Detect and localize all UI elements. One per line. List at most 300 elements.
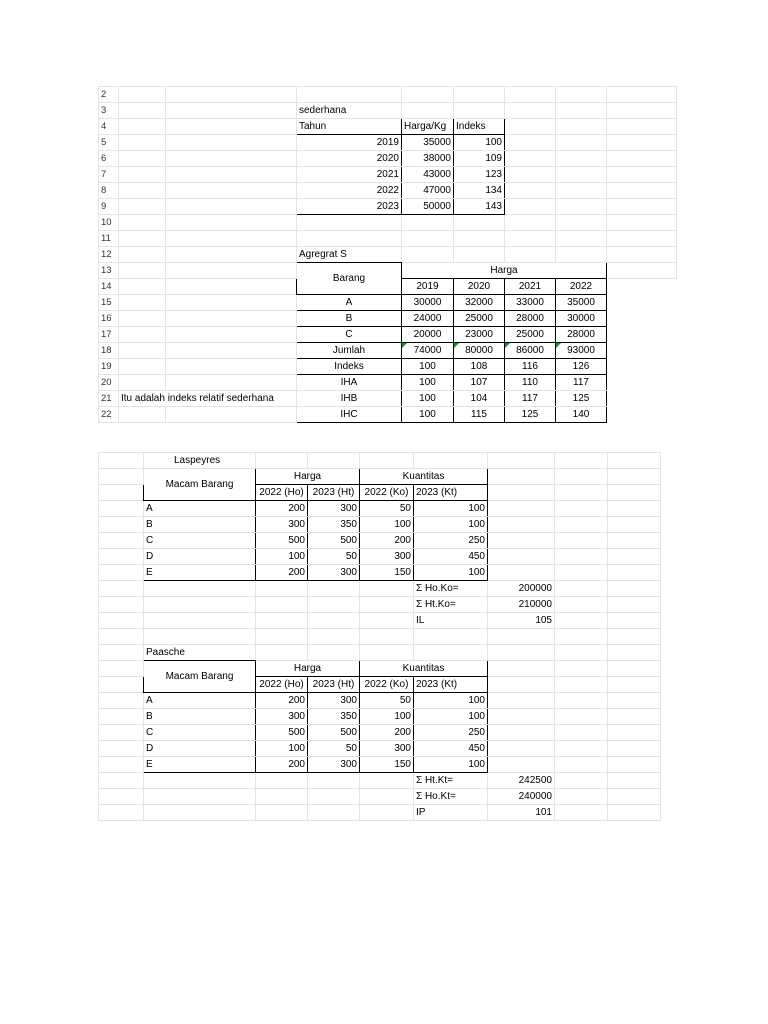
- sheet-cell: 143: [454, 199, 505, 215]
- sheet-cell: [256, 613, 308, 629]
- sheet-cell: [144, 613, 256, 629]
- row-4: [99, 119, 677, 135]
- sheet-cell: [608, 741, 661, 757]
- sheet-cell: [360, 805, 414, 821]
- sheet-cell: [608, 789, 661, 805]
- sheet-cell: [608, 757, 661, 773]
- sheet-cell: [119, 407, 166, 423]
- sheet-cell: [608, 501, 661, 517]
- sheet-cell: [454, 103, 505, 119]
- sheet-cell: 140: [556, 407, 607, 423]
- sheet-cell: 300: [308, 693, 360, 709]
- sheet-cell: [99, 661, 144, 677]
- sum-row: [99, 613, 661, 629]
- sheet-cell: [608, 773, 661, 789]
- sheet-cell: [99, 693, 144, 709]
- sheet-cell: [414, 453, 488, 469]
- sheet-cell: 2021: [505, 279, 556, 295]
- sheet-cell: [555, 661, 608, 677]
- sum-label: Σ Ht.Ko=: [414, 597, 488, 613]
- sheet-cell: 2023 (Kt): [414, 677, 488, 693]
- sum-row: [99, 581, 661, 597]
- paasche-header-row: [99, 661, 661, 677]
- sheet-cell: B: [144, 709, 256, 725]
- sheet-cell: 2022 (Ko): [360, 485, 414, 501]
- sheet-cell: [556, 167, 607, 183]
- table-row: [99, 311, 677, 327]
- sheet-cell: [166, 295, 297, 311]
- sheet-cell: 2019: [297, 135, 402, 151]
- sheet-cell: [488, 741, 555, 757]
- sheet-cell: 100: [414, 517, 488, 533]
- sheet-cell: [119, 359, 166, 375]
- sum-value: 210000: [488, 597, 555, 613]
- sheet-cell: 126: [556, 359, 607, 375]
- sheet-cell: [488, 565, 555, 581]
- table-row: [99, 549, 661, 565]
- laspeyres-header-row: [99, 469, 661, 485]
- sheet-cell: 2023 (Kt): [414, 485, 488, 501]
- sheet-cell: [454, 215, 505, 231]
- sheet-cell: [256, 645, 308, 661]
- sheet-cell: [99, 709, 144, 725]
- sheet-cell: [555, 581, 608, 597]
- sheet-grid-2: [98, 452, 661, 821]
- sheet-cell: [256, 597, 308, 613]
- sheet-cell: [556, 119, 607, 135]
- sheet-cell: [505, 119, 556, 135]
- sheet-cell: [99, 597, 144, 613]
- sheet-cell: 100: [454, 135, 505, 151]
- sheet-cell: 2022 (Ho): [256, 677, 308, 693]
- sheet-cell: [607, 199, 677, 215]
- sheet-cell: [608, 693, 661, 709]
- sheet-cell: [488, 629, 555, 645]
- sheet-cell: [555, 629, 608, 645]
- sheet-cell: [608, 453, 661, 469]
- sheet-cell: [488, 709, 555, 725]
- sheet-cell: 18: [99, 343, 119, 359]
- sum-row: [99, 789, 661, 805]
- sheet-cell: 22: [99, 407, 119, 423]
- sheet-cell: [555, 789, 608, 805]
- sheet-cell: [166, 247, 297, 263]
- sheet-cell: 20000: [402, 327, 454, 343]
- sum-label: IL: [414, 613, 488, 629]
- sheet-cell: 100: [414, 565, 488, 581]
- sheet-cell: 200: [360, 533, 414, 549]
- sheet-cell: [360, 773, 414, 789]
- table-row: [99, 375, 677, 391]
- sheet-cell: 16: [99, 311, 119, 327]
- sheet-cell: [607, 247, 677, 263]
- sheet-cell: [555, 757, 608, 773]
- sheet-cell: 125: [505, 407, 556, 423]
- sheet-cell: [454, 87, 505, 103]
- row-13: [99, 263, 677, 279]
- sheet-cell: [256, 773, 308, 789]
- table-row: [99, 517, 661, 533]
- sum-label: IP: [414, 805, 488, 821]
- sheet-cell: [99, 613, 144, 629]
- sheet-cell: 104: [454, 391, 505, 407]
- sheet-cell: [607, 135, 677, 151]
- sheet-cell: [99, 549, 144, 565]
- sederhana-title: sederhana: [297, 103, 402, 119]
- sheet-cell: [119, 167, 166, 183]
- sheet-cell: [555, 517, 608, 533]
- sheet-cell: [308, 581, 360, 597]
- sheet-cell: [99, 773, 144, 789]
- sheet-cell: 300: [256, 517, 308, 533]
- sheet-cell: [555, 469, 608, 485]
- sheet-cell: 38000: [402, 151, 454, 167]
- sheet-cell: 25000: [505, 327, 556, 343]
- sheet-cell: 200: [256, 565, 308, 581]
- sheet-cell: 117: [505, 391, 556, 407]
- sheet-cell: [119, 247, 166, 263]
- table-row: [99, 757, 661, 773]
- sheet-cell: 23000: [454, 327, 505, 343]
- sheet-cell: [608, 709, 661, 725]
- sheet-cell: [555, 693, 608, 709]
- table-row: [99, 741, 661, 757]
- sheet-cell: [608, 629, 661, 645]
- sheet-cell: [166, 135, 297, 151]
- sheet-cell: Harga: [256, 661, 360, 677]
- sheet-cell: [256, 581, 308, 597]
- sheet-cell: [505, 151, 556, 167]
- sheet-cell: 100: [256, 549, 308, 565]
- sheet-cell: [166, 151, 297, 167]
- sheet-cell: [608, 549, 661, 565]
- sheet-cell: 500: [308, 725, 360, 741]
- sheet-cell: [360, 789, 414, 805]
- sheet-cell: 32000: [454, 295, 505, 311]
- sheet-cell: 250: [414, 725, 488, 741]
- sheet-cell: [144, 789, 256, 805]
- sheet-cell: [119, 327, 166, 343]
- sheet-cell: [556, 183, 607, 199]
- sheet-cell: 2: [99, 87, 119, 103]
- sheet-cell: [166, 327, 297, 343]
- sheet-cell: 300: [256, 709, 308, 725]
- header-harga-kg: Harga/Kg: [402, 119, 454, 135]
- sheet-cell: [256, 629, 308, 645]
- sheet-cell: [99, 725, 144, 741]
- sheet-cell: C: [297, 327, 402, 343]
- sheet-cell: [505, 135, 556, 151]
- sheet-cell: [607, 87, 677, 103]
- sheet-cell: IHC: [297, 407, 402, 423]
- header-tahun: Tahun: [297, 119, 402, 135]
- sheet-cell: [99, 805, 144, 821]
- sheet-cell: 14: [99, 279, 119, 295]
- sheet-cell: [488, 693, 555, 709]
- sheet-cell: [402, 103, 454, 119]
- table-row: [99, 533, 661, 549]
- sheet-cell: [99, 517, 144, 533]
- sheet-cell: 500: [256, 725, 308, 741]
- sheet-cell: C: [144, 533, 256, 549]
- sheet-cell: A: [297, 295, 402, 311]
- sheet-cell: [144, 597, 256, 613]
- header-indeks: Indeks: [454, 119, 505, 135]
- spreadsheet-screenshot-2: [98, 452, 660, 818]
- sheet-cell: [608, 533, 661, 549]
- sheet-cell: 200: [256, 693, 308, 709]
- sheet-cell: [607, 183, 677, 199]
- paasche-title-row: [99, 645, 661, 661]
- sheet-cell: 2019: [402, 279, 454, 295]
- sheet-cell: 50: [308, 741, 360, 757]
- sheet-cell: [360, 645, 414, 661]
- sheet-cell: [555, 805, 608, 821]
- sheet-cell: [505, 215, 556, 231]
- sheet-cell: [360, 453, 414, 469]
- table-row: [99, 167, 677, 183]
- sheet-cell: [99, 741, 144, 757]
- sheet-cell: B: [297, 311, 402, 327]
- sheet-cell: [308, 629, 360, 645]
- sheet-cell: [99, 453, 144, 469]
- sheet-cell: [555, 773, 608, 789]
- sheet-cell: D: [144, 549, 256, 565]
- sheet-cell: [555, 549, 608, 565]
- sheet-cell: [402, 231, 454, 247]
- sheet-cell: [144, 581, 256, 597]
- sheet-cell: [360, 581, 414, 597]
- sheet-cell: 134: [454, 183, 505, 199]
- sheet-cell: 200: [256, 501, 308, 517]
- sheet-cell: [488, 725, 555, 741]
- sheet-cell: [402, 87, 454, 103]
- sheet-cell: 110: [505, 375, 556, 391]
- sheet-cell: 35000: [402, 135, 454, 151]
- sheet-cell: 8: [99, 183, 119, 199]
- sheet-cell: [119, 375, 166, 391]
- sheet-cell: [99, 485, 144, 501]
- sheet-cell: Kuantitas: [360, 469, 488, 485]
- sheet-cell: 200: [256, 757, 308, 773]
- sum-value: 242500: [488, 773, 555, 789]
- sheet-cell: 150: [360, 565, 414, 581]
- sheet-cell: 20: [99, 375, 119, 391]
- sheet-cell: [166, 263, 297, 279]
- sheet-cell: [556, 215, 607, 231]
- sheet-cell: [505, 103, 556, 119]
- sheet-cell: [488, 645, 555, 661]
- sheet-cell: 117: [556, 375, 607, 391]
- sheet-cell: 25000: [454, 311, 505, 327]
- sheet-cell: 2021: [297, 167, 402, 183]
- sheet-cell: [119, 183, 166, 199]
- sheet-cell: [607, 119, 677, 135]
- sheet-cell: E: [144, 757, 256, 773]
- sheet-cell: [119, 343, 166, 359]
- paasche-title: Paasche: [144, 645, 256, 661]
- sheet-cell: Macam Barang: [144, 661, 256, 693]
- sheet-cell: 116: [505, 359, 556, 375]
- table-row: [99, 709, 661, 725]
- sheet-cell: [608, 517, 661, 533]
- sheet-cell: 2023 (Ht): [308, 677, 360, 693]
- table-row: [99, 183, 677, 199]
- sheet-cell: 350: [308, 517, 360, 533]
- sheet-cell: 100: [414, 757, 488, 773]
- sheet-cell: [556, 199, 607, 215]
- row-3: [99, 103, 677, 119]
- sheet-cell: [99, 629, 144, 645]
- sheet-cell: 250: [414, 533, 488, 549]
- sheet-cell: [119, 103, 166, 119]
- sheet-cell: [608, 661, 661, 677]
- sheet-cell: [119, 263, 166, 279]
- sheet-cell: [555, 565, 608, 581]
- sheet-cell: [488, 677, 555, 693]
- sum-label: Σ Ho.Kt=: [414, 789, 488, 805]
- sheet-cell: 300: [308, 501, 360, 517]
- row-10: [99, 215, 677, 231]
- sheet-cell: [99, 581, 144, 597]
- sheet-cell: 19: [99, 359, 119, 375]
- sheet-cell: 2022 (Ho): [256, 485, 308, 501]
- table-row: [99, 327, 677, 343]
- sheet-cell: A: [144, 501, 256, 517]
- sheet-cell: [505, 199, 556, 215]
- sheet-cell: [505, 231, 556, 247]
- sheet-cell: [608, 805, 661, 821]
- sheet-cell: [607, 151, 677, 167]
- sheet-cell: 100: [414, 501, 488, 517]
- sheet-cell: [308, 789, 360, 805]
- sheet-cell: [556, 103, 607, 119]
- table-row: [99, 693, 661, 709]
- sheet-cell: 50: [360, 501, 414, 517]
- table-row: [99, 407, 677, 423]
- sheet-cell: 3: [99, 103, 119, 119]
- sheet-cell: 300: [360, 741, 414, 757]
- sheet-cell: [556, 151, 607, 167]
- sheet-cell: [607, 263, 677, 279]
- sheet-cell: 93000: [556, 343, 607, 359]
- agregrat-title: Agregrat S: [297, 247, 402, 263]
- sheet-cell: 50: [360, 693, 414, 709]
- sheet-cell: [99, 565, 144, 581]
- sheet-cell: 13: [99, 263, 119, 279]
- sheet-cell: [166, 375, 297, 391]
- sheet-cell: [360, 629, 414, 645]
- sheet-cell: [488, 757, 555, 773]
- spreadsheet-screenshot-1: [98, 86, 644, 420]
- sheet-cell: [555, 533, 608, 549]
- sheet-cell: [119, 119, 166, 135]
- sum-value: 200000: [488, 581, 555, 597]
- sheet-cell: 35000: [556, 295, 607, 311]
- sheet-cell: 300: [308, 565, 360, 581]
- sheet-cell: 100: [402, 359, 454, 375]
- sheet-cell: [556, 247, 607, 263]
- sheet-cell: 30000: [402, 295, 454, 311]
- sheet-cell: 28000: [505, 311, 556, 327]
- row-11: [99, 231, 677, 247]
- table-row: [99, 151, 677, 167]
- sum-row: [99, 805, 661, 821]
- sheet-cell: 21: [99, 391, 119, 407]
- sheet-cell: [360, 597, 414, 613]
- sheet-cell: [308, 453, 360, 469]
- sheet-cell: [119, 215, 166, 231]
- sheet-cell: [607, 231, 677, 247]
- sheet-cell: [297, 231, 402, 247]
- sheet-cell: 12: [99, 247, 119, 263]
- sheet-cell: [555, 597, 608, 613]
- sheet-cell: [454, 231, 505, 247]
- sheet-cell: 115: [454, 407, 505, 423]
- sheet-cell: E: [144, 565, 256, 581]
- sheet-cell: [166, 359, 297, 375]
- sheet-cell: [555, 741, 608, 757]
- header-barang: Barang: [297, 263, 402, 295]
- sheet-cell: [144, 773, 256, 789]
- header-harga: Harga: [402, 263, 607, 279]
- sheet-cell: Kuantitas: [360, 661, 488, 677]
- sheet-cell: A: [144, 693, 256, 709]
- sheet-cell: 100: [360, 709, 414, 725]
- sheet-cell: [99, 677, 144, 693]
- sheet-cell: [308, 805, 360, 821]
- sheet-cell: 107: [454, 375, 505, 391]
- table-row: [99, 135, 677, 151]
- sheet-cell: 109: [454, 151, 505, 167]
- sheet-cell: 17: [99, 327, 119, 343]
- sheet-cell: [297, 87, 402, 103]
- sheet-cell: [166, 279, 297, 295]
- sheet-cell: [308, 645, 360, 661]
- sum-value: 105: [488, 613, 555, 629]
- sheet-grid-1: [98, 86, 677, 423]
- sheet-cell: 43000: [402, 167, 454, 183]
- sheet-cell: 9: [99, 199, 119, 215]
- sheet-cell: 11: [99, 231, 119, 247]
- sheet-cell: [166, 167, 297, 183]
- sheet-cell: B: [144, 517, 256, 533]
- sheet-cell: 5: [99, 135, 119, 151]
- table-row: [99, 199, 677, 215]
- laspeyres-title: Laspeyres: [144, 453, 256, 469]
- sheet-cell: 2022 (Ko): [360, 677, 414, 693]
- sheet-cell: [99, 469, 144, 485]
- sheet-cell: [414, 645, 488, 661]
- sheet-cell: [297, 215, 402, 231]
- sheet-cell: 2022: [297, 183, 402, 199]
- table-row: [99, 343, 677, 359]
- sheet-cell: [99, 789, 144, 805]
- laspeyres-title-row: [99, 453, 661, 469]
- sheet-cell: 10: [99, 215, 119, 231]
- sheet-cell: 300: [360, 549, 414, 565]
- sheet-cell: [555, 725, 608, 741]
- sheet-cell: [454, 247, 505, 263]
- sheet-cell: [256, 453, 308, 469]
- sum-value: 240000: [488, 789, 555, 805]
- sum-value: 101: [488, 805, 555, 821]
- sheet-cell: 500: [308, 533, 360, 549]
- sheet-cell: [402, 215, 454, 231]
- sheet-cell: 100: [256, 741, 308, 757]
- sheet-cell: 50: [308, 549, 360, 565]
- sheet-cell: [555, 453, 608, 469]
